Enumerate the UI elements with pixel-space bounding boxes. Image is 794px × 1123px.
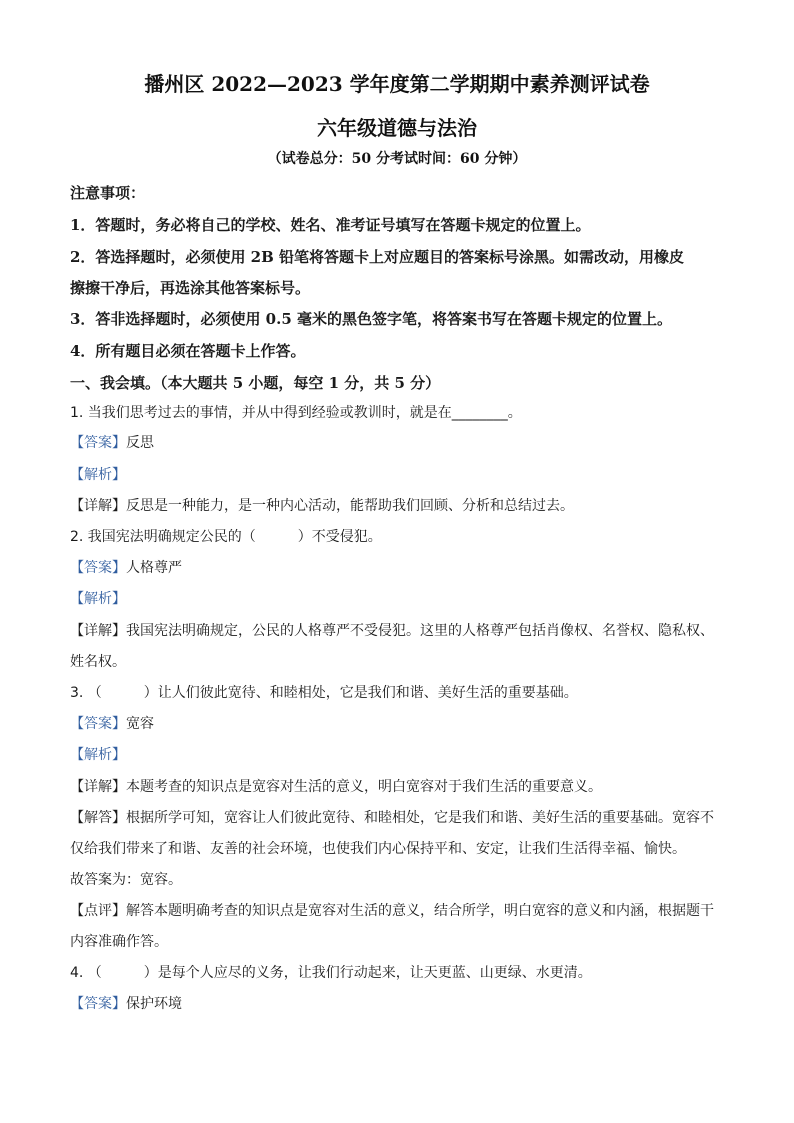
solution-text: 根据所学可知，宽容让人们彼此宽待、和睦相处，它是我们和谐、美好生活的重要基础。宽容不 — [126, 810, 714, 826]
answer-text: 反思 — [126, 435, 154, 451]
answer-label: 【答案】 — [70, 996, 126, 1012]
notes-item-1: 1．答题时，务必将自己的学校、姓名、准考证号填写在答题卡规定的位置上。 — [70, 216, 591, 234]
detail-label: 【详解】 — [70, 779, 126, 795]
detail-text: 反思是一种能力，是一种内心活动，能帮助我们回顾、分析和总结过去。 — [126, 498, 574, 514]
question-2-stem: 2. 我国宪法明确规定公民的（ ）不受侵犯。 — [70, 529, 382, 545]
answer-label: 【答案】 — [70, 716, 126, 732]
question-3-comment-cont: 内容准确作答。 — [70, 934, 168, 950]
detail-label: 【详解】 — [70, 623, 126, 639]
exam-info: （试卷总分：50 分考试时间：60 分钟） — [267, 151, 527, 167]
question-4-stem: 4. （ ）是每个人应尽的义务，让我们行动起来，让天更蓝、山更绿、水更清。 — [70, 965, 592, 981]
notes-item-2-cont: 擦擦干净后，再选涂其他答案标号。 — [70, 279, 311, 297]
question-2-analysis — [70, 588, 730, 608]
analysis-label: 【解析】 — [70, 747, 126, 763]
answer-label: 【答案】 — [70, 560, 126, 576]
notes-item-3: 3．答非选择题时，必须使用 0.5 毫米的黑色签字笔，将答案书写在答题卡规定的位置上。 — [70, 310, 672, 328]
comment-label: 【点评】 — [70, 903, 126, 919]
question-3-analysis — [70, 744, 730, 764]
notes-heading: 注意事项： — [70, 184, 146, 202]
exam-title: 播州区 2022—2023 学年度第二学期期中素养测评试卷 — [144, 72, 650, 96]
question-4-answer — [70, 993, 730, 1013]
question-1-answer — [70, 432, 730, 452]
question-3-detail — [70, 776, 730, 796]
question-1-analysis — [70, 464, 730, 484]
question-2-detail-cont: 姓名权。 — [70, 654, 126, 670]
detail-label: 【详解】 — [70, 498, 126, 514]
analysis-label: 【解析】 — [70, 591, 126, 607]
question-2-detail — [70, 620, 730, 640]
question-2-answer — [70, 557, 730, 577]
question-1-detail — [70, 495, 730, 515]
question-3-stem: 3. （ ）让人们彼此宽待、和睦相处，它是我们和谐、美好生活的重要基础。 — [70, 685, 578, 701]
exam-subject: 六年级道德与法治 — [317, 116, 477, 140]
answer-text: 人格尊严 — [126, 560, 182, 576]
question-3-solution-cont: 仅给我们带来了和谐、友善的社会环境，也使我们内心保持平和、安定，让我们生活得幸福、愉快。 — [70, 841, 686, 857]
answer-label: 【答案】 — [70, 435, 126, 451]
notes-item-2: 2．答选择题时，必须使用 2B 铅笔将答题卡上对应题目的答案标号涂黑。如需改动，用橡皮 — [70, 248, 685, 266]
question-3-solution — [70, 807, 730, 827]
detail-text: 本题考查的知识点是宽容对生活的意义，明白宽容对于我们生活的重要意义。 — [126, 779, 602, 795]
question-3-solution-final: 故答案为：宽容。 — [70, 872, 182, 888]
section-heading: 一、我会填。（本大题共 5 小题，每空 1 分，共 5 分） — [70, 374, 441, 392]
answer-text: 保护环境 — [126, 996, 182, 1012]
analysis-label: 【解析】 — [70, 467, 126, 483]
comment-text: 解答本题明确考查的知识点是宽容对生活的意义，结合所学，明白宽容的意义和内涵，根据题干 — [126, 903, 714, 919]
question-1-stem: 1. 当我们思考过去的事情，并从中得到经验或教训时，就是在________。 — [70, 405, 522, 421]
question-3-comment — [70, 900, 730, 920]
question-3-answer — [70, 713, 730, 733]
answer-text: 宽容 — [126, 716, 154, 732]
detail-text: 我国宪法明确规定，公民的人格尊严不受侵犯。这里的人格尊严包括肖像权、名誉权、隐私权、 — [126, 623, 714, 639]
notes-item-4: 4．所有题目必须在答题卡上作答。 — [70, 342, 306, 360]
solution-label: 【解答】 — [70, 810, 126, 826]
